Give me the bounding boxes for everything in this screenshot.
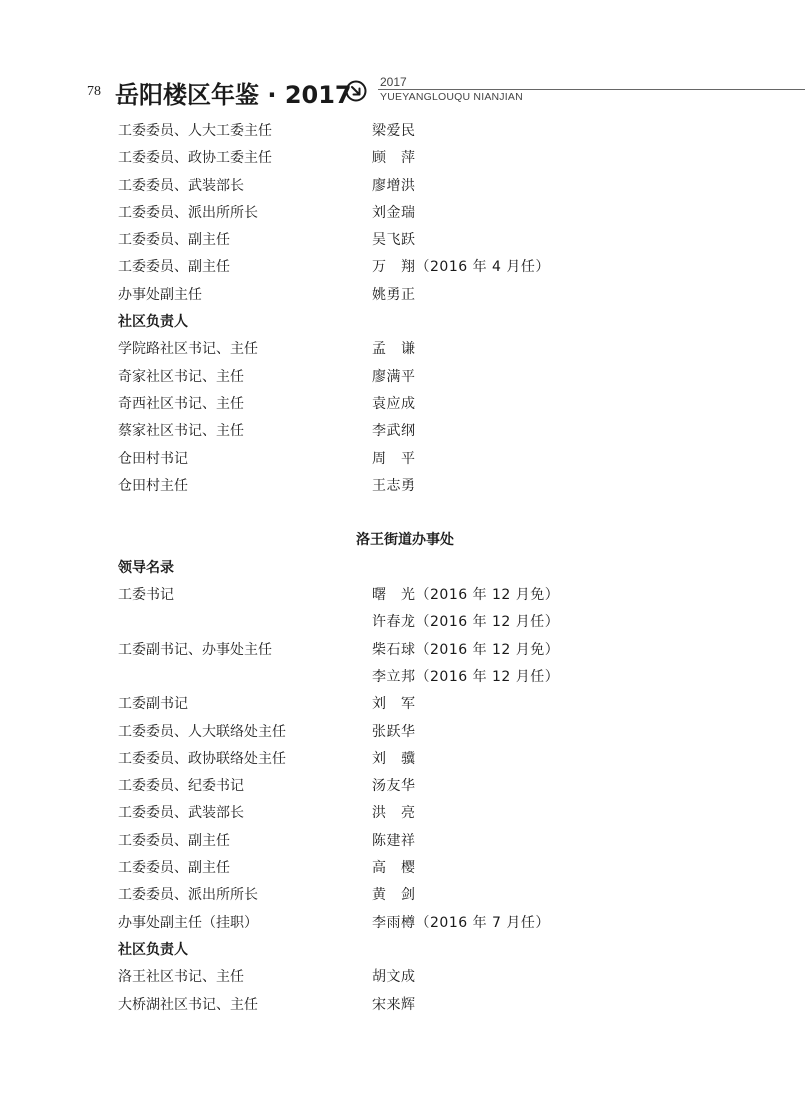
list-item [118, 446, 678, 473]
header-subtitle: YUEYANGLOUQU NIANJIAN [380, 91, 523, 103]
page-header [0, 72, 805, 112]
list-item [118, 200, 678, 227]
list-item [118, 282, 678, 309]
role: 工委委员、政协联络处主任 [118, 750, 286, 767]
book-title: 岳阳楼区年鉴 · 2017 [115, 81, 352, 109]
list-item [118, 910, 678, 937]
role: 奇家社区书记、主任 [118, 368, 244, 385]
role: 大桥湖社区书记、主任 [118, 996, 258, 1013]
role: 洛王社区书记、主任 [118, 969, 244, 986]
person-name: 洪 亮 [372, 805, 416, 822]
person-name: 姚勇正 [372, 286, 416, 303]
person-name: 许春龙（2016 年 12 月任） [372, 614, 560, 631]
person-name: 周 平 [372, 450, 416, 467]
list-item [118, 418, 678, 445]
role: 工委副书记、办事处主任 [118, 641, 272, 658]
list-item [118, 992, 678, 1019]
list-item [118, 364, 678, 391]
role: 奇西社区书记、主任 [118, 395, 244, 412]
community-heading: 社区负责人 [118, 941, 188, 958]
header-rule [378, 89, 805, 90]
list-item [118, 800, 678, 827]
list-item [118, 637, 678, 664]
leaders-heading: 领导名录 [118, 559, 174, 576]
list-item [118, 964, 678, 991]
person-name: 张跃华 [372, 723, 416, 740]
person-name: 孟 谦 [372, 341, 416, 358]
person-name: 高 樱 [372, 860, 416, 877]
list-item [118, 582, 678, 609]
person-name: 刘 骥 [372, 750, 416, 767]
role: 工委委员、副主任 [118, 232, 230, 249]
list-item [118, 391, 678, 418]
role: 工委副书记 [118, 696, 188, 713]
person-name: 柴石球（2016 年 12 月免） [372, 641, 560, 658]
list-item [118, 254, 678, 281]
role: 仓田村书记 [118, 450, 188, 467]
list-item [118, 609, 678, 636]
role: 工委委员、副主任 [118, 259, 230, 276]
person-name: 汤友华 [372, 778, 416, 795]
list-item [118, 855, 678, 882]
person-name: 袁应成 [372, 395, 416, 412]
list-item [118, 828, 678, 855]
role: 工委委员、纪委书记 [118, 778, 244, 795]
header-year: 2017 [380, 75, 407, 89]
person-name: 刘金瑞 [372, 204, 416, 221]
list-item [118, 473, 678, 500]
person-name: 万 翔（2016 年 4 月任） [372, 259, 550, 276]
person-name: 李立邦（2016 年 12 月任） [372, 668, 560, 685]
role: 仓田村主任 [118, 477, 188, 494]
person-name: 刘 军 [372, 696, 416, 713]
list-item [118, 145, 678, 172]
role: 蔡家社区书记、主任 [118, 423, 244, 440]
person-name: 吴飞跃 [372, 232, 416, 249]
person-name: 胡文成 [372, 969, 416, 986]
person-name: 黄 剑 [372, 887, 416, 904]
person-name: 顾 萍 [372, 150, 416, 167]
role: 工委委员、政协工委主任 [118, 150, 272, 167]
role: 办事处副主任 [118, 286, 202, 303]
person-name: 王志勇 [372, 477, 416, 494]
person-name: 陈建祥 [372, 832, 416, 849]
person-name: 李武纲 [372, 423, 416, 440]
role: 工委委员、武装部长 [118, 805, 244, 822]
role: 学院路社区书记、主任 [118, 341, 258, 358]
spacer [118, 500, 678, 527]
list-item [118, 691, 678, 718]
circle-arrow-down-right-icon [345, 80, 367, 102]
role: 工委委员、派出所所长 [118, 887, 258, 904]
list-item [118, 118, 678, 145]
person-name: 宋来辉 [372, 996, 416, 1013]
directory-content [118, 118, 678, 1019]
person-name: 廖增洪 [372, 177, 416, 194]
list-item [118, 227, 678, 254]
list-item [118, 882, 678, 909]
list-item [118, 773, 678, 800]
community-heading: 社区负责人 [118, 314, 188, 331]
section-title: 洛王街道办事处 [356, 532, 454, 549]
role: 工委委员、人大联络处主任 [118, 723, 286, 740]
role: 工委委员、副主任 [118, 860, 230, 877]
person-name: 廖满平 [372, 368, 416, 385]
list-item [118, 664, 678, 691]
list-item [118, 173, 678, 200]
role: 工委委员、副主任 [118, 832, 230, 849]
page-number: 78 [87, 84, 101, 99]
person-name: 梁爱民 [372, 123, 416, 139]
list-item [118, 746, 678, 773]
person-name: 李雨樽（2016 年 7 月任） [372, 914, 550, 931]
role: 工委委员、派出所所长 [118, 204, 258, 221]
role: 办事处副主任（挂职） [118, 914, 258, 931]
role: 工委书记 [118, 587, 174, 604]
list-item [118, 336, 678, 363]
person-name: 曙 光（2016 年 12 月免） [372, 587, 560, 604]
role: 工委委员、武装部长 [118, 177, 244, 194]
list-item [118, 719, 678, 746]
role: 工委委员、人大工委主任 [118, 123, 272, 139]
